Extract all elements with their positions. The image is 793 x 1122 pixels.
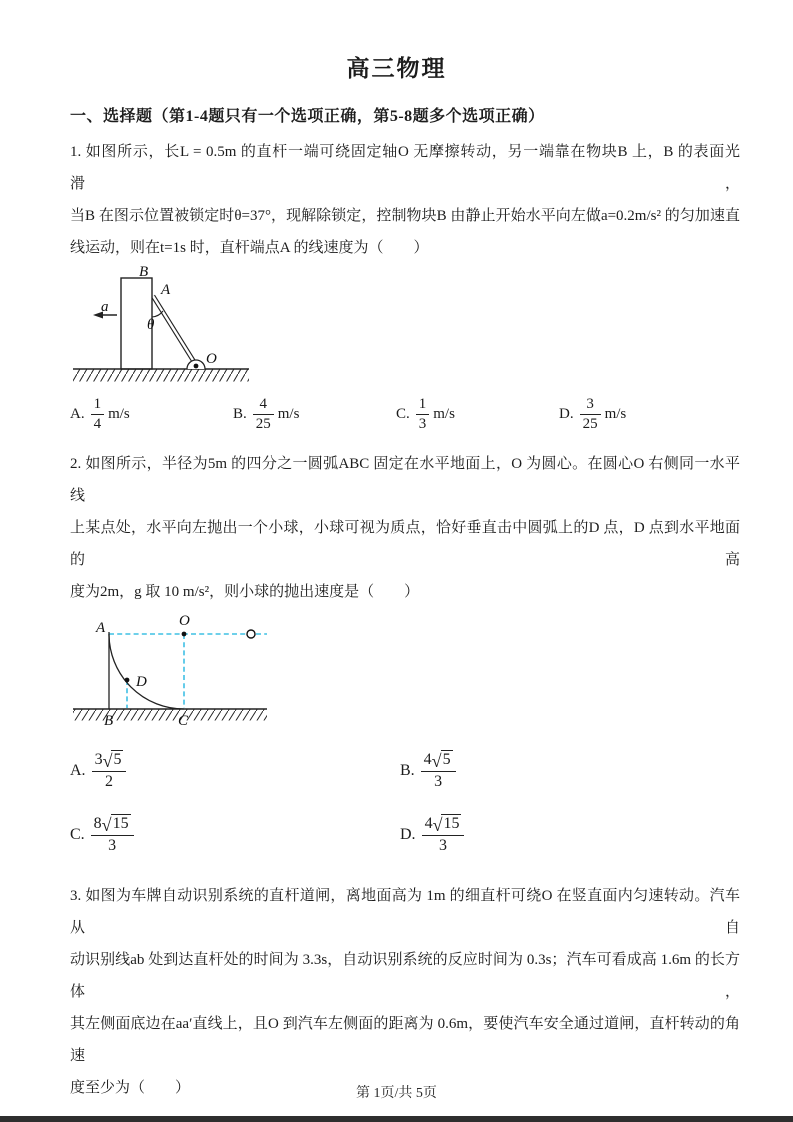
q1-option-a: [70, 396, 233, 434]
fraction-numerator: [92, 750, 127, 769]
q2-option-b: [400, 744, 730, 798]
fraction-bar: [91, 835, 134, 836]
fraction-denominator: 25: [255, 416, 271, 433]
point-d-dot: [125, 677, 130, 682]
fraction-numerator: [421, 750, 456, 769]
option-unit: m/s: [277, 406, 300, 423]
question-3-line-3: 其左侧面底边在aa′直线上，且O 到汽车左侧面的距离为 0.6m，要使汽车安全通过道闸，直杆转动的角速: [70, 1015, 740, 1064]
radical-sign: √: [432, 814, 443, 835]
label-c: C: [178, 712, 189, 729]
ball: [247, 630, 255, 638]
fraction-bar: [416, 414, 430, 415]
option-label: C.: [396, 406, 410, 423]
q2-option-a: [70, 744, 400, 798]
fraction-numerator: 3: [586, 396, 594, 412]
question-2-text: [70, 448, 740, 608]
fraction-bar: [580, 414, 601, 415]
option-label: D.: [400, 825, 416, 843]
label-d: D: [136, 673, 147, 690]
option-label: A.: [70, 406, 85, 423]
fraction-bar: [92, 771, 127, 772]
fraction-denominator: 3: [108, 836, 117, 854]
q1-option-d: [559, 396, 722, 434]
label-block-b: B: [139, 266, 149, 280]
fraction: [253, 396, 274, 434]
radicand: 5: [442, 751, 451, 769]
q2-option-c: [70, 808, 400, 862]
question-1-line-2: 当B 在图示位置被锁定时θ=37°，现解除锁定，控制物块B 由静止开始水平向左做a=0.2m/s² 的匀加速直: [70, 208, 740, 224]
label-a: A: [96, 619, 106, 636]
fraction-numerator: [91, 814, 134, 833]
radicand: 5: [113, 751, 122, 769]
radical-sign: √: [101, 814, 112, 835]
question-3-line-2: 动识别线ab 处到达直杆处的时间为 3.3s，自动识别系统的反应时间为 0.3s；汽车可看成高 1.6m 的长方体，: [70, 951, 740, 1000]
option-label: C.: [70, 825, 85, 843]
question-2-line-2: 上某点处，水平向左抛出一个小球，小球可视为质点，恰好垂直击中圆弧上的D 点，D 点到水平地面的高: [70, 519, 740, 568]
option-label: A.: [70, 761, 86, 779]
center-o-dot: [182, 631, 187, 636]
coefficient: 4: [423, 751, 432, 769]
fraction-numerator: [422, 814, 465, 833]
label-angle-theta: θ: [147, 317, 155, 333]
question-1-text: [70, 136, 740, 264]
label-o: O: [179, 612, 190, 629]
question-3-text: [70, 880, 740, 1104]
fraction: [580, 396, 601, 434]
label-rod-top-a: A: [161, 282, 171, 298]
question-2-line-1: 2. 如图所示，半径为5m 的四分之一圆弧ABC 固定在水平地面上，O 为圆心。在圆心O 右侧同一水平线: [70, 455, 740, 504]
fraction-numerator: 4: [259, 396, 268, 412]
bottom-edge-bar: [0, 1116, 793, 1122]
question-2-options: [70, 744, 740, 872]
fraction: [91, 396, 105, 434]
question-1-figure: [70, 266, 255, 388]
question-1-options: [70, 396, 793, 434]
fraction-bar: [421, 771, 456, 772]
radical-sign: √: [102, 750, 113, 771]
coefficient: 8: [93, 815, 102, 833]
pivot-o: [187, 360, 205, 369]
option-unit: m/s: [604, 406, 627, 423]
fraction-numerator: 1: [93, 396, 102, 412]
fraction: [416, 396, 430, 434]
radicand: 15: [112, 815, 129, 833]
page-title: 高三物理: [346, 56, 447, 81]
radicand: 15: [443, 815, 460, 833]
radical-sign: √: [431, 750, 442, 771]
fraction-numerator: 1: [418, 396, 427, 412]
question-2-figure: [60, 612, 275, 736]
question-3-line-1: 3. 如图为车牌自动识别系统的直杆道闸，离地面高为 1m 的细直杆可绕O 在竖直面内匀速转动。汽车从自: [70, 887, 740, 936]
dashed-guides: [109, 634, 267, 708]
fraction-denominator: 3: [418, 416, 427, 433]
fraction: [91, 814, 134, 855]
fraction-denominator: 4: [93, 416, 102, 433]
fraction-denominator: 3: [439, 836, 447, 854]
label-accel-a: a: [101, 299, 109, 315]
coefficient: 3: [94, 751, 103, 769]
label-pivot-o: O: [206, 351, 217, 367]
coefficient: 4: [424, 815, 433, 833]
label-b: B: [104, 712, 114, 729]
option-label: B.: [233, 406, 247, 423]
fraction-bar: [91, 414, 105, 415]
fraction: [422, 814, 465, 855]
fraction: [421, 750, 456, 791]
fraction-denominator: 2: [105, 772, 113, 790]
q2-option-d: [400, 808, 730, 862]
quarter-arc: [109, 634, 184, 709]
option-unit: m/s: [433, 406, 455, 423]
option-label: D.: [559, 406, 574, 423]
option-unit: m/s: [108, 406, 130, 423]
ground-hatching: [73, 709, 267, 721]
fraction-denominator: 25: [582, 416, 598, 433]
option-label: B.: [400, 761, 415, 779]
rod: [153, 296, 196, 365]
question-3-line-4: 度至少为（ ）: [70, 1079, 191, 1096]
fraction: [92, 750, 127, 791]
q1-option-c: [396, 396, 559, 434]
ground-hatching: [73, 369, 249, 382]
question-1-line-3: 线运动，则在t=1s 时，直杆端点A 的线速度为（ ）: [70, 240, 429, 256]
fraction-bar: [253, 414, 274, 415]
page-number-footer: 第 1页/共 5页: [356, 1086, 437, 1101]
fraction-denominator: 3: [434, 772, 443, 790]
question-1-line-1: 1. 如图所示，长L = 0.5m 的直杆一端可绕固定轴O 无摩擦转动，另一端靠在物块B 上，B 的表面光滑，: [70, 144, 740, 192]
q1-option-b: [233, 396, 396, 434]
fraction-bar: [422, 835, 465, 836]
question-2-line-3: 度为2m，g 取 10 m/s²，则小球的抛出速度是（ ）: [70, 583, 420, 600]
section-heading: 一、选择题（第1-4题只有一个选项正确，第5-8题多个选项正确）: [70, 108, 545, 125]
